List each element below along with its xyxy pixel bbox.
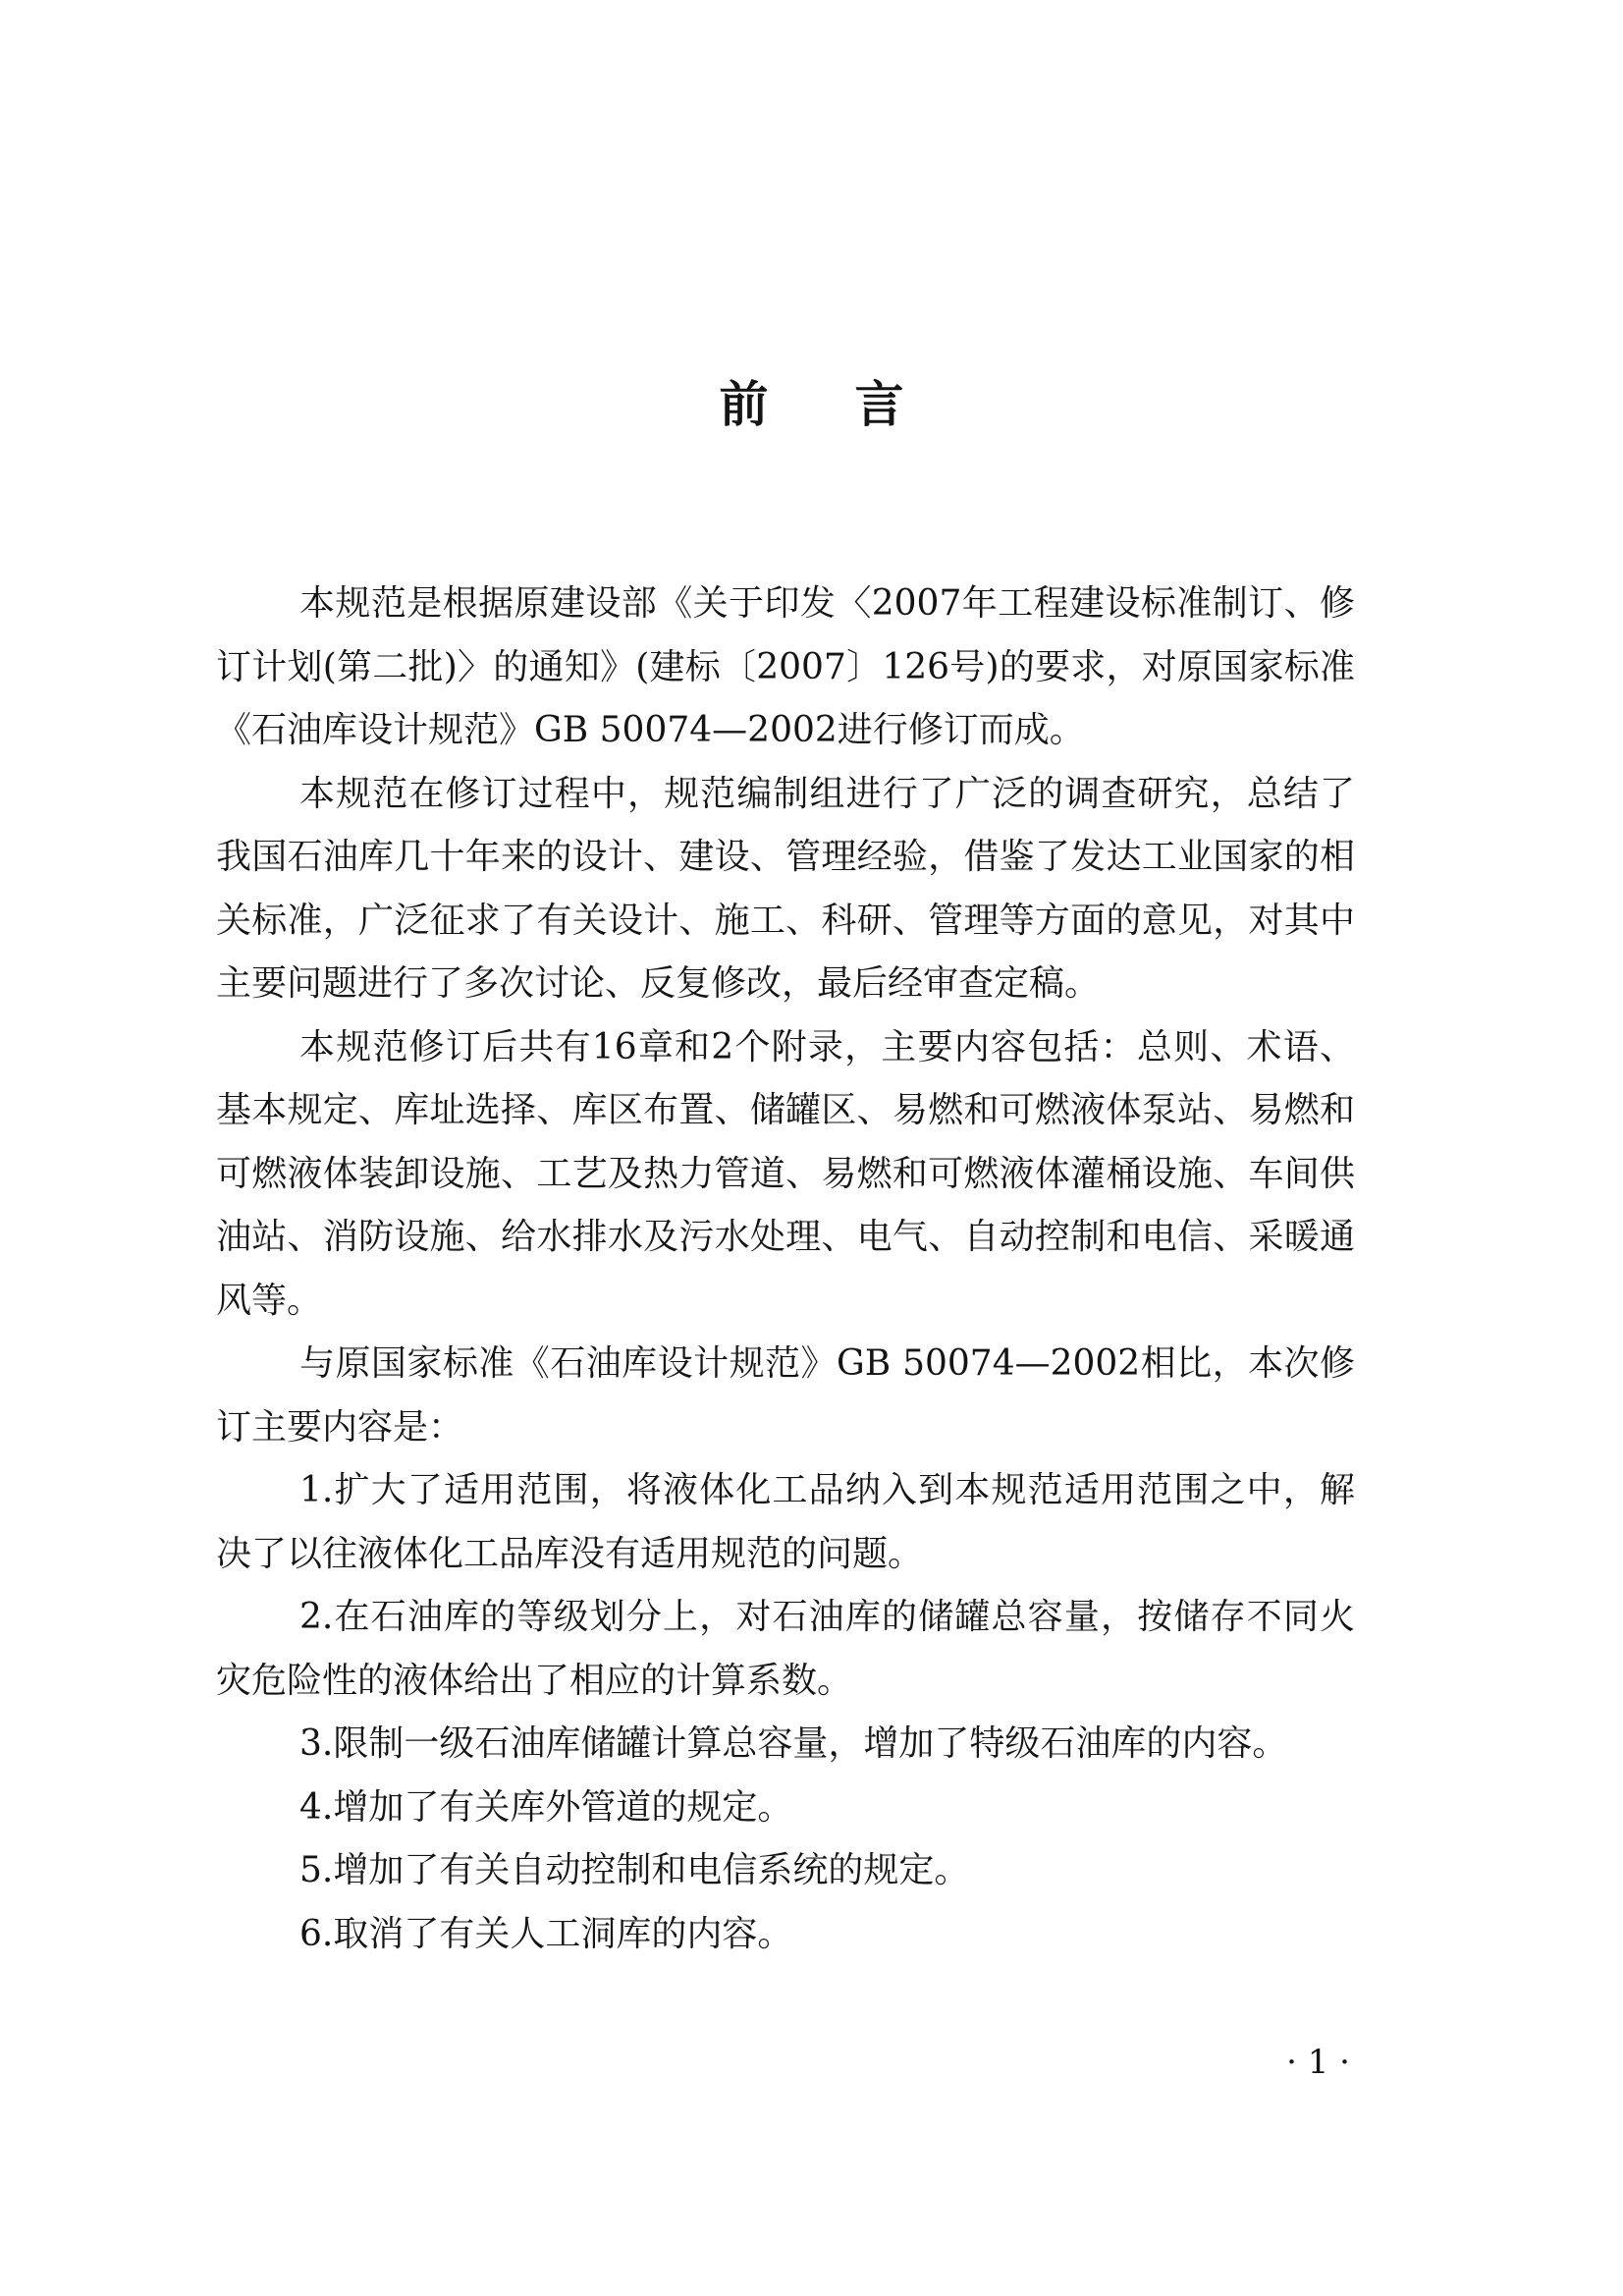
list-item-2: 2.在石油库的等级划分上，对石油库的储罐总容量，按储存不同火灾危险性的液体给出了相应的计算系数。 [216,1597,1355,1701]
paragraph-4: 与原国家标准《石油库设计规范》GB 50074—2002相比，本次修订主要内容是： [216,1343,1355,1448]
page-title: 前言 [719,376,991,433]
paragraph-3: 本规范修订后共有16章和2个附录，主要内容包括：总则、术语、基本规定、库址选择、库区布置、储罐区、易燃和可燃液体泵站、易燃和可燃液体装卸设施、工艺及热力管道、易燃和可燃液体灌桶设施、车间供油站、消防设施、给水排水及污水处理、电气、自动控制和电信、采暖通风等。 [216,1026,1355,1321]
page-number: · 1 · [1286,2043,1350,2082]
list-item-3: 3.限制一级石油库储罐计算总容量，增加了特级石油库的内容。 [299,1723,1288,1764]
list-item-1: 1.扩大了适用范围，将液体化工品纳入到本规范适用范围之中，解决了以往液体化工品库没有适用规范的问题。 [216,1470,1355,1574]
body-text [216,573,1355,1966]
list-item-6: 6.取消了有关人工洞库的内容。 [299,1913,793,1954]
list-item-5: 5.增加了有关自动控制和电信系统的规定。 [299,1850,970,1890]
paragraph-2: 本规范在修订过程中，规范编制组进行了广泛的调查研究，总结了我国石油库几十年来的设计、建设、管理经验，借鉴了发达工业国家的相关标准，广泛征求了有关设计、施工、科研、管理等方面的意见，对其中主要问题进行了多次讨论、反复修改，最后经审查定稿。 [216,773,1355,1004]
list-item-4: 4.增加了有关库外管道的规定。 [299,1786,793,1828]
paragraph-1: 本规范是根据原建设部《关于印发〈2007年工程建设标准制订、修订计划(第二批)〉的通知》(建标〔2007〕126号)的要求，对原国家标准《石油库设计规范》GB 50074—2002进行修订而成。 [216,583,1355,750]
